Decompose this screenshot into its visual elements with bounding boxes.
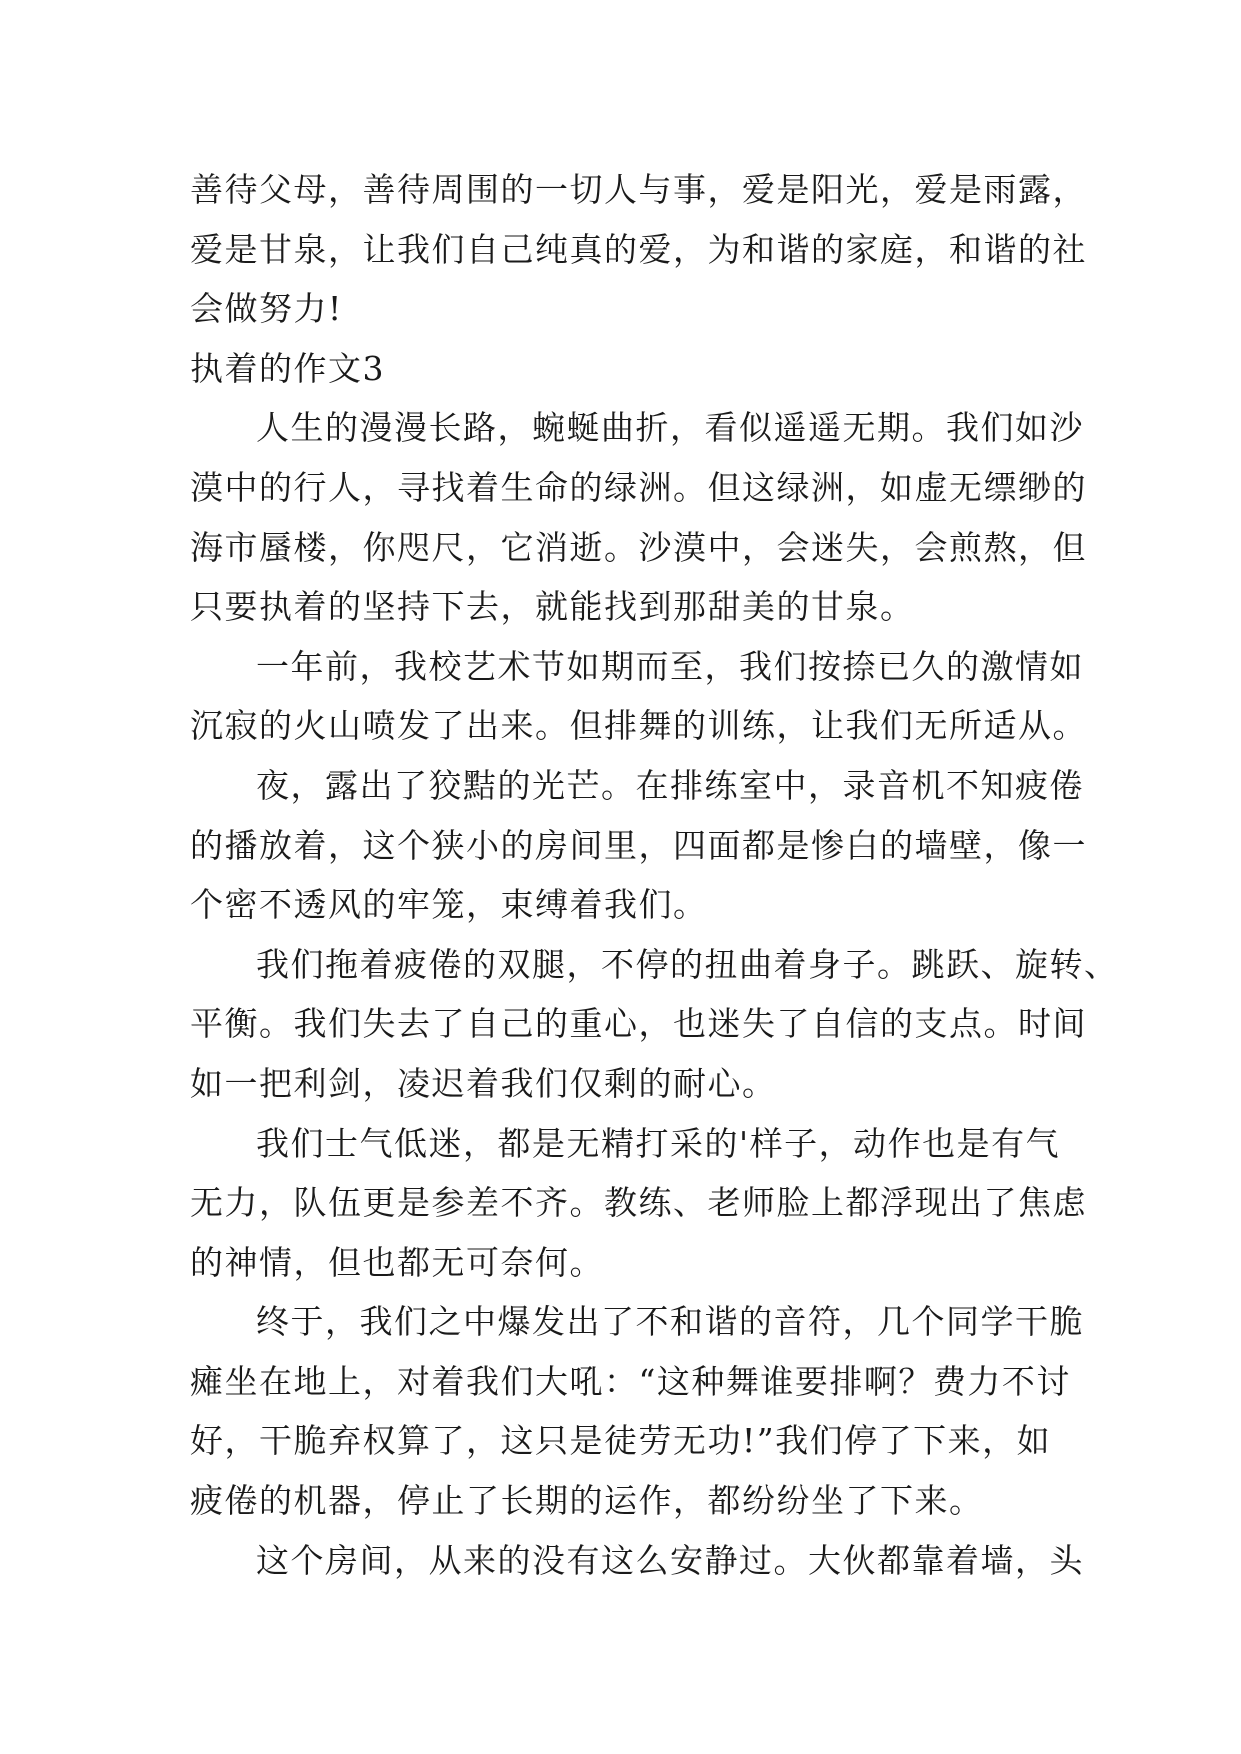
text-line: 善待父母，善待周围的一切人与事，爱是阳光，爱是雨露， — [190, 170, 1087, 209]
text-line: 会做努力! — [190, 289, 343, 329]
text-line: 漠中的行人，寻找着生命的绿洲。但这绿洲，如虚无缥缈的 — [190, 467, 1087, 507]
paragraph — [190, 398, 1087, 636]
paragraph — [190, 637, 1087, 756]
paragraph — [190, 1114, 1087, 1293]
text-line: 我们拖着疲倦的双腿，不停的扭曲着身子。跳跃、旋转、 — [256, 944, 1119, 984]
text-line: 我们士气低迷，都是无精打采的'样子，动作也是有气 — [256, 1123, 1061, 1163]
document-body — [190, 160, 1119, 1590]
text-line: 的播放着，这个狭小的房间里，四面都是惨白的墙壁，像一 — [190, 825, 1087, 865]
paragraph — [190, 756, 1087, 935]
paragraph — [190, 1531, 1084, 1591]
text-line: 如一把利剑，凌迟着我们仅剩的耐心。 — [190, 1063, 777, 1103]
text-line: 终于，我们之中爆发出了不和谐的音符，几个同学干脆 — [256, 1302, 1084, 1342]
text-line: 瘫坐在地上，对着我们大吼：“这种舞谁要排啊？费力不讨 — [190, 1361, 1071, 1401]
text-line: 人生的漫漫长路，蜿蜒曲折，看似遥遥无期。我们如沙 — [256, 408, 1084, 448]
text-line: 平衡。我们失去了自己的重心，也迷失了自信的支点。时间 — [190, 1004, 1087, 1044]
text-line: 沉寂的火山喷发了出来。但排舞的训练，让我们无所适从。 — [190, 706, 1087, 746]
text-line: 海市蜃楼，你咫尺，它消逝。沙漠中，会迷失，会煎熬，但 — [190, 527, 1087, 567]
paragraph — [190, 1292, 1084, 1530]
text-line: 一年前，我校艺术节如期而至，我们按捺已久的激情如 — [256, 646, 1084, 686]
text-line: 无力，队伍更是参差不齐。教练、老师脸上都浮现出了焦虑 — [190, 1183, 1087, 1223]
essay-heading: 执着的作文3 — [190, 348, 385, 388]
intro-paragraph — [190, 160, 1087, 339]
text-line: 只要执着的坚持下去，就能找到那甜美的甘泉。 — [190, 587, 915, 627]
paragraph — [190, 935, 1119, 1114]
text-line: 爱是甘泉，让我们自己纯真的爱，为和谐的家庭，和谐的社 — [190, 229, 1087, 269]
text-line: 这个房间，从来的没有这么安静过。大伙都靠着墙，头 — [256, 1540, 1084, 1580]
text-line: 夜，露出了狡黠的光芒。在排练室中，录音机不知疲倦 — [256, 765, 1084, 805]
text-line: 的神情，但也都无可奈何。 — [190, 1242, 604, 1282]
text-line: 疲倦的机器，停止了长期的运作，都纷纷坐了下来。 — [190, 1481, 984, 1521]
text-line: 个密不透风的牢笼，束缚着我们。 — [190, 885, 708, 925]
text-line: 好，干脆弃权算了，这只是徒劳无功!”我们停了下来，如 — [190, 1421, 1052, 1461]
